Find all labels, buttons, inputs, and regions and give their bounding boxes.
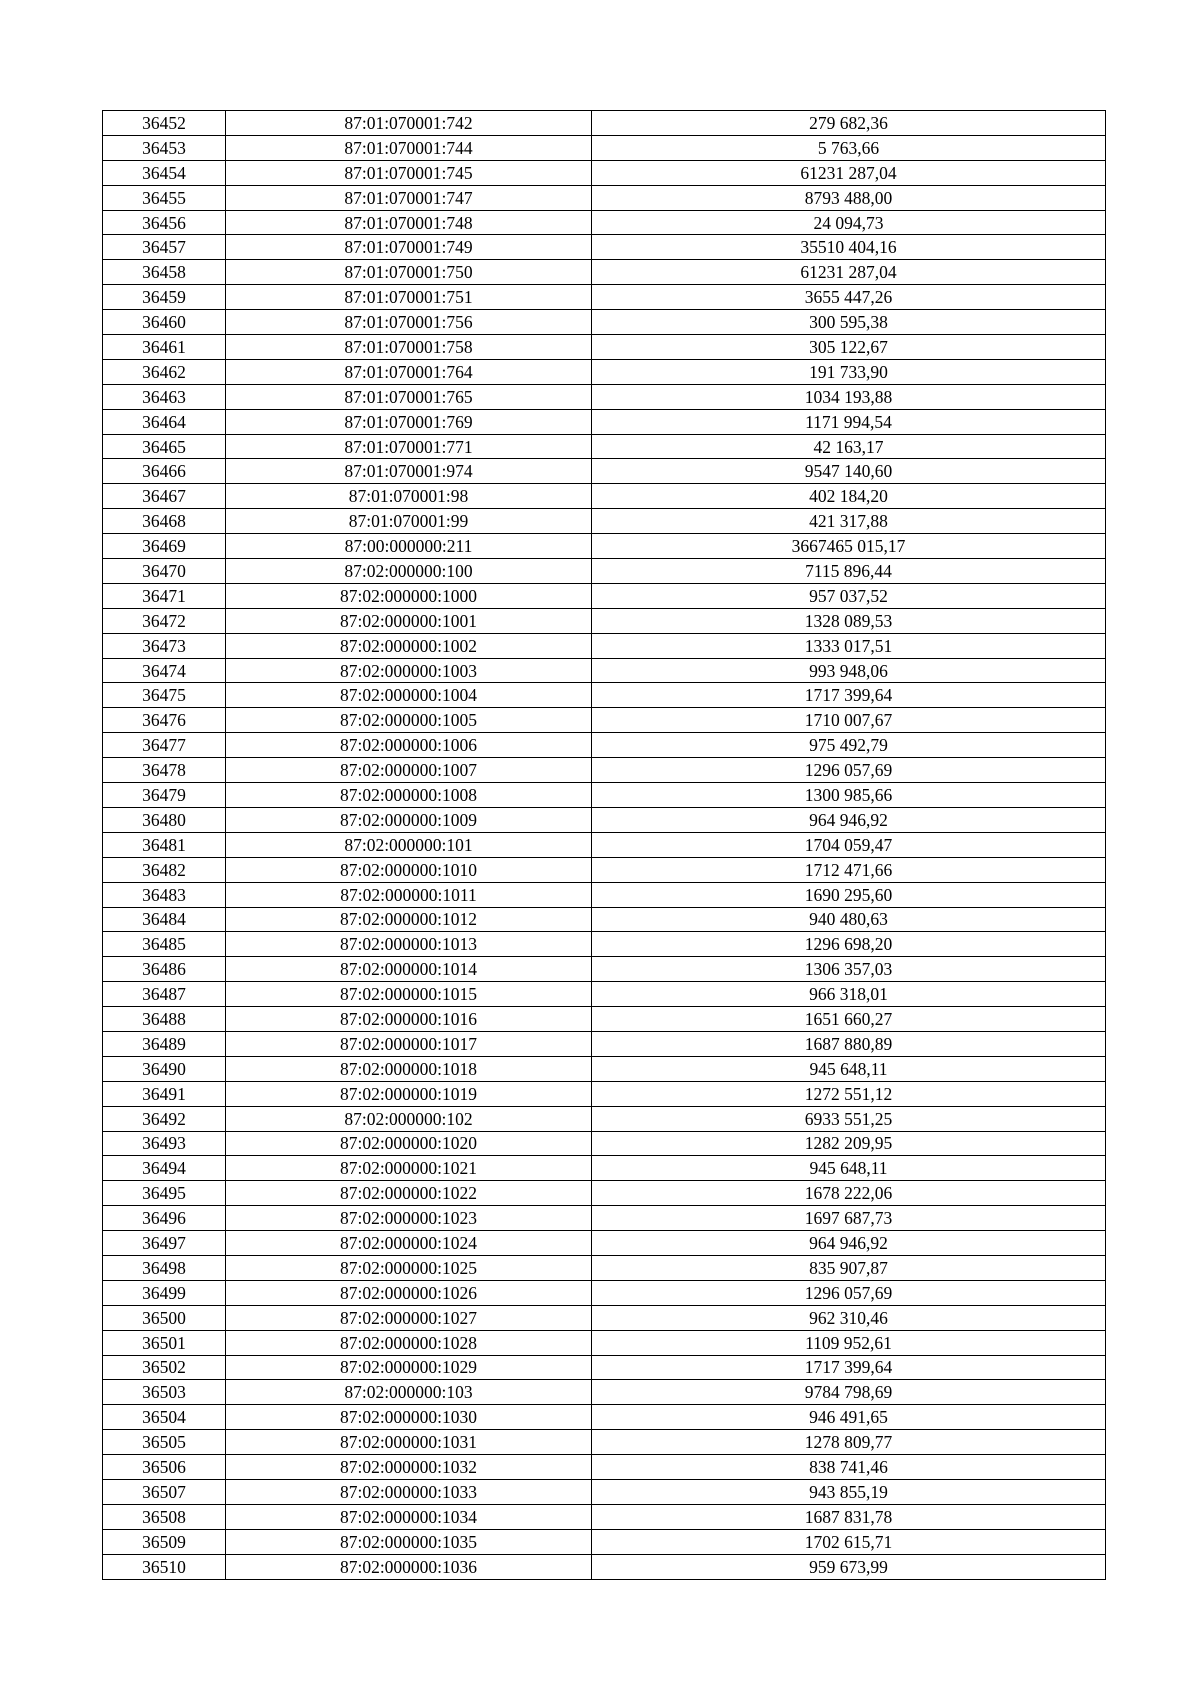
- table-row: [103, 210, 1106, 235]
- row-number-cell: 36459: [103, 285, 226, 310]
- table-row: [103, 185, 1106, 210]
- cadastral-value-cell: 1704 059,47: [592, 832, 1106, 857]
- cadastral-value-cell: 1702 615,71: [592, 1529, 1106, 1554]
- table-row: [103, 310, 1106, 335]
- table-row: [103, 384, 1106, 409]
- row-number-cell: 36463: [103, 384, 226, 409]
- cadastral-number-cell: 87:01:070001:98: [226, 484, 592, 509]
- cadastral-number-cell: 87:02:000000:1010: [226, 857, 592, 882]
- cadastral-value-cell: 957 037,52: [592, 583, 1106, 608]
- cadastral-value-cell: 945 648,11: [592, 1156, 1106, 1181]
- cadastral-value-cell: 1712 471,66: [592, 857, 1106, 882]
- cadastral-number-cell: 87:01:070001:756: [226, 310, 592, 335]
- table-row: [103, 160, 1106, 185]
- table-row: [103, 932, 1106, 957]
- row-number-cell: 36499: [103, 1280, 226, 1305]
- cadastral-value-cell: 1697 687,73: [592, 1206, 1106, 1231]
- row-number-cell: 36479: [103, 783, 226, 808]
- table-row: [103, 1056, 1106, 1081]
- cadastral-number-cell: 87:02:000000:1015: [226, 982, 592, 1007]
- cadastral-value-cell: 8793 488,00: [592, 185, 1106, 210]
- row-number-cell: 36509: [103, 1529, 226, 1554]
- row-number-cell: 36457: [103, 235, 226, 260]
- cadastral-value-cell: 1171 994,54: [592, 409, 1106, 434]
- cadastral-value-cell: 9784 798,69: [592, 1380, 1106, 1405]
- table-row: [103, 1455, 1106, 1480]
- row-number-cell: 36503: [103, 1380, 226, 1405]
- table-row: [103, 807, 1106, 832]
- row-number-cell: 36482: [103, 857, 226, 882]
- cadastral-number-cell: 87:01:070001:99: [226, 509, 592, 534]
- row-number-cell: 36490: [103, 1056, 226, 1081]
- cadastral-value-cell: 940 480,63: [592, 907, 1106, 932]
- cadastral-value-cell: 7115 896,44: [592, 559, 1106, 584]
- cadastral-value-cell: 6933 551,25: [592, 1106, 1106, 1131]
- cadastral-number-cell: 87:01:070001:765: [226, 384, 592, 409]
- row-number-cell: 36475: [103, 683, 226, 708]
- cadastral-value-cell: 300 595,38: [592, 310, 1106, 335]
- cadastral-number-cell: 87:01:070001:758: [226, 335, 592, 360]
- cadastral-number-cell: 87:01:070001:748: [226, 210, 592, 235]
- table-row: [103, 1554, 1106, 1579]
- table-row: [103, 1106, 1106, 1131]
- cadastral-value-table: [102, 110, 1106, 1580]
- cadastral-value-cell: 1300 985,66: [592, 783, 1106, 808]
- cadastral-value-cell: 1282 209,95: [592, 1131, 1106, 1156]
- cadastral-value-cell: 943 855,19: [592, 1479, 1106, 1504]
- cadastral-number-cell: 87:01:070001:749: [226, 235, 592, 260]
- table-row: [103, 1007, 1106, 1032]
- table-row: [103, 907, 1106, 932]
- row-number-cell: 36473: [103, 633, 226, 658]
- row-number-cell: 36506: [103, 1455, 226, 1480]
- row-number-cell: 36505: [103, 1430, 226, 1455]
- table-row: [103, 260, 1106, 285]
- row-number-cell: 36477: [103, 733, 226, 758]
- table-row: [103, 1231, 1106, 1256]
- table-row: [103, 111, 1106, 136]
- cadastral-number-cell: 87:02:000000:1013: [226, 932, 592, 957]
- cadastral-number-cell: 87:01:070001:747: [226, 185, 592, 210]
- cadastral-value-cell: 1687 880,89: [592, 1031, 1106, 1056]
- row-number-cell: 36497: [103, 1231, 226, 1256]
- table-row: [103, 1430, 1106, 1455]
- cadastral-number-cell: 87:02:000000:1006: [226, 733, 592, 758]
- table-row: [103, 509, 1106, 534]
- table-row: [103, 1479, 1106, 1504]
- cadastral-value-cell: 1328 089,53: [592, 608, 1106, 633]
- table-row: [103, 658, 1106, 683]
- row-number-cell: 36492: [103, 1106, 226, 1131]
- cadastral-value-cell: 1296 698,20: [592, 932, 1106, 957]
- cadastral-value-cell: 1678 222,06: [592, 1181, 1106, 1206]
- cadastral-value-cell: 1717 399,64: [592, 683, 1106, 708]
- cadastral-number-cell: 87:02:000000:1025: [226, 1255, 592, 1280]
- row-number-cell: 36456: [103, 210, 226, 235]
- cadastral-number-cell: 87:00:000000:211: [226, 534, 592, 559]
- cadastral-number-cell: 87:02:000000:1018: [226, 1056, 592, 1081]
- table-row: [103, 1181, 1106, 1206]
- table-row: [103, 1255, 1106, 1280]
- cadastral-number-cell: 87:02:000000:102: [226, 1106, 592, 1131]
- cadastral-number-cell: 87:02:000000:1021: [226, 1156, 592, 1181]
- table-row: [103, 1156, 1106, 1181]
- table-row: [103, 982, 1106, 1007]
- cadastral-value-cell: 3667465 015,17: [592, 534, 1106, 559]
- table-row: [103, 484, 1106, 509]
- cadastral-number-cell: 87:02:000000:1005: [226, 708, 592, 733]
- cadastral-number-cell: 87:02:000000:100: [226, 559, 592, 584]
- cadastral-value-cell: 24 094,73: [592, 210, 1106, 235]
- cadastral-number-cell: 87:02:000000:1019: [226, 1081, 592, 1106]
- table-row: [103, 285, 1106, 310]
- table-row: [103, 459, 1106, 484]
- row-number-cell: 36501: [103, 1330, 226, 1355]
- row-number-cell: 36484: [103, 907, 226, 932]
- row-number-cell: 36472: [103, 608, 226, 633]
- row-number-cell: 36468: [103, 509, 226, 534]
- table-row: [103, 1305, 1106, 1330]
- cadastral-value-cell: 962 310,46: [592, 1305, 1106, 1330]
- table-row: [103, 758, 1106, 783]
- table-row: [103, 434, 1106, 459]
- cadastral-value-cell: 1109 952,61: [592, 1330, 1106, 1355]
- cadastral-number-cell: 87:02:000000:103: [226, 1380, 592, 1405]
- cadastral-number-cell: 87:02:000000:1032: [226, 1455, 592, 1480]
- row-number-cell: 36483: [103, 882, 226, 907]
- cadastral-value-cell: 3655 447,26: [592, 285, 1106, 310]
- cadastral-value-cell: 835 907,87: [592, 1255, 1106, 1280]
- cadastral-number-cell: 87:01:070001:764: [226, 359, 592, 384]
- cadastral-number-cell: 87:02:000000:1009: [226, 807, 592, 832]
- cadastral-number-cell: 87:02:000000:1003: [226, 658, 592, 683]
- row-number-cell: 36488: [103, 1007, 226, 1032]
- table-row: [103, 1280, 1106, 1305]
- row-number-cell: 36481: [103, 832, 226, 857]
- cadastral-value-cell: 1710 007,67: [592, 708, 1106, 733]
- table-row: [103, 409, 1106, 434]
- cadastral-value-cell: 838 741,46: [592, 1455, 1106, 1480]
- cadastral-value-cell: 5 763,66: [592, 135, 1106, 160]
- table-row: [103, 534, 1106, 559]
- cadastral-value-cell: 1690 295,60: [592, 882, 1106, 907]
- cadastral-value-cell: 1278 809,77: [592, 1430, 1106, 1455]
- cadastral-value-cell: 421 317,88: [592, 509, 1106, 534]
- table-row: [103, 683, 1106, 708]
- cadastral-number-cell: 87:01:070001:744: [226, 135, 592, 160]
- table-row: [103, 832, 1106, 857]
- table-row: [103, 135, 1106, 160]
- cadastral-value-cell: 1306 357,03: [592, 957, 1106, 982]
- cadastral-number-cell: 87:02:000000:1027: [226, 1305, 592, 1330]
- cadastral-value-cell: 964 946,92: [592, 807, 1106, 832]
- table-row: [103, 708, 1106, 733]
- cadastral-value-cell: 1034 193,88: [592, 384, 1106, 409]
- table-row: [103, 235, 1106, 260]
- row-number-cell: 36486: [103, 957, 226, 982]
- row-number-cell: 36462: [103, 359, 226, 384]
- row-number-cell: 36496: [103, 1206, 226, 1231]
- row-number-cell: 36494: [103, 1156, 226, 1181]
- row-number-cell: 36470: [103, 559, 226, 584]
- cadastral-value-cell: 945 648,11: [592, 1056, 1106, 1081]
- table-row: [103, 1355, 1106, 1380]
- table-row: [103, 559, 1106, 584]
- row-number-cell: 36467: [103, 484, 226, 509]
- cadastral-value-cell: 35510 404,16: [592, 235, 1106, 260]
- row-number-cell: 36507: [103, 1479, 226, 1504]
- table-row: [103, 957, 1106, 982]
- cadastral-value-cell: 975 492,79: [592, 733, 1106, 758]
- cadastral-number-cell: 87:02:000000:1036: [226, 1554, 592, 1579]
- table-row: [103, 583, 1106, 608]
- cadastral-number-cell: 87:02:000000:1028: [226, 1330, 592, 1355]
- cadastral-number-cell: 87:01:070001:974: [226, 459, 592, 484]
- cadastral-number-cell: 87:02:000000:101: [226, 832, 592, 857]
- row-number-cell: 36508: [103, 1504, 226, 1529]
- row-number-cell: 36465: [103, 434, 226, 459]
- cadastral-number-cell: 87:02:000000:1026: [226, 1280, 592, 1305]
- cadastral-value-cell: 305 122,67: [592, 335, 1106, 360]
- cadastral-value-cell: 61231 287,04: [592, 160, 1106, 185]
- row-number-cell: 36504: [103, 1405, 226, 1430]
- table-row: [103, 1206, 1106, 1231]
- cadastral-number-cell: 87:02:000000:1017: [226, 1031, 592, 1056]
- table-row: [103, 633, 1106, 658]
- cadastral-number-cell: 87:02:000000:1002: [226, 633, 592, 658]
- cadastral-number-cell: 87:02:000000:1029: [226, 1355, 592, 1380]
- cadastral-number-cell: 87:02:000000:1004: [226, 683, 592, 708]
- table-body: [103, 111, 1106, 1580]
- cadastral-value-cell: 1651 660,27: [592, 1007, 1106, 1032]
- row-number-cell: 36498: [103, 1255, 226, 1280]
- table-row: [103, 1131, 1106, 1156]
- table-row: [103, 882, 1106, 907]
- table-row: [103, 359, 1106, 384]
- cadastral-number-cell: 87:02:000000:1000: [226, 583, 592, 608]
- cadastral-number-cell: 87:02:000000:1008: [226, 783, 592, 808]
- table-row: [103, 1330, 1106, 1355]
- cadastral-value-cell: 993 948,06: [592, 658, 1106, 683]
- table-row: [103, 608, 1106, 633]
- cadastral-number-cell: 87:02:000000:1011: [226, 882, 592, 907]
- cadastral-number-cell: 87:02:000000:1016: [226, 1007, 592, 1032]
- row-number-cell: 36500: [103, 1305, 226, 1330]
- cadastral-number-cell: 87:01:070001:750: [226, 260, 592, 285]
- cadastral-value-cell: 966 318,01: [592, 982, 1106, 1007]
- row-number-cell: 36461: [103, 335, 226, 360]
- cadastral-number-cell: 87:02:000000:1030: [226, 1405, 592, 1430]
- cadastral-value-cell: 1296 057,69: [592, 758, 1106, 783]
- table-row: [103, 1405, 1106, 1430]
- cadastral-number-cell: 87:02:000000:1024: [226, 1231, 592, 1256]
- cadastral-value-cell: 1333 017,51: [592, 633, 1106, 658]
- cadastral-value-cell: 9547 140,60: [592, 459, 1106, 484]
- row-number-cell: 36493: [103, 1131, 226, 1156]
- cadastral-number-cell: 87:02:000000:1033: [226, 1479, 592, 1504]
- table-row: [103, 733, 1106, 758]
- cadastral-number-cell: 87:02:000000:1022: [226, 1181, 592, 1206]
- cadastral-number-cell: 87:02:000000:1012: [226, 907, 592, 932]
- table-row: [103, 1031, 1106, 1056]
- table-row: [103, 335, 1106, 360]
- cadastral-number-cell: 87:02:000000:1001: [226, 608, 592, 633]
- cadastral-number-cell: 87:01:070001:771: [226, 434, 592, 459]
- row-number-cell: 36453: [103, 135, 226, 160]
- cadastral-value-cell: 1687 831,78: [592, 1504, 1106, 1529]
- table-row: [103, 1081, 1106, 1106]
- row-number-cell: 36495: [103, 1181, 226, 1206]
- row-number-cell: 36487: [103, 982, 226, 1007]
- cadastral-number-cell: 87:02:000000:1007: [226, 758, 592, 783]
- cadastral-number-cell: 87:01:070001:769: [226, 409, 592, 434]
- cadastral-number-cell: 87:02:000000:1020: [226, 1131, 592, 1156]
- cadastral-number-cell: 87:01:070001:751: [226, 285, 592, 310]
- table-row: [103, 1380, 1106, 1405]
- row-number-cell: 36510: [103, 1554, 226, 1579]
- row-number-cell: 36480: [103, 807, 226, 832]
- cadastral-value-cell: 946 491,65: [592, 1405, 1106, 1430]
- row-number-cell: 36485: [103, 932, 226, 957]
- cadastral-value-cell: 1717 399,64: [592, 1355, 1106, 1380]
- cadastral-number-cell: 87:02:000000:1031: [226, 1430, 592, 1455]
- row-number-cell: 36502: [103, 1355, 226, 1380]
- cadastral-number-cell: 87:02:000000:1034: [226, 1504, 592, 1529]
- row-number-cell: 36491: [103, 1081, 226, 1106]
- cadastral-value-cell: 61231 287,04: [592, 260, 1106, 285]
- row-number-cell: 36454: [103, 160, 226, 185]
- row-number-cell: 36474: [103, 658, 226, 683]
- cadastral-value-cell: 279 682,36: [592, 111, 1106, 136]
- cadastral-number-cell: 87:02:000000:1035: [226, 1529, 592, 1554]
- cadastral-value-cell: 191 733,90: [592, 359, 1106, 384]
- row-number-cell: 36464: [103, 409, 226, 434]
- row-number-cell: 36458: [103, 260, 226, 285]
- cadastral-number-cell: 87:01:070001:745: [226, 160, 592, 185]
- cadastral-value-cell: 402 184,20: [592, 484, 1106, 509]
- row-number-cell: 36466: [103, 459, 226, 484]
- row-number-cell: 36471: [103, 583, 226, 608]
- row-number-cell: 36460: [103, 310, 226, 335]
- row-number-cell: 36489: [103, 1031, 226, 1056]
- cadastral-number-cell: 87:02:000000:1023: [226, 1206, 592, 1231]
- cadastral-value-cell: 964 946,92: [592, 1231, 1106, 1256]
- cadastral-value-cell: 1272 551,12: [592, 1081, 1106, 1106]
- table-row: [103, 1529, 1106, 1554]
- cadastral-value-cell: 959 673,99: [592, 1554, 1106, 1579]
- table-row: [103, 1504, 1106, 1529]
- row-number-cell: 36476: [103, 708, 226, 733]
- row-number-cell: 36469: [103, 534, 226, 559]
- table-row: [103, 857, 1106, 882]
- cadastral-value-cell: 42 163,17: [592, 434, 1106, 459]
- row-number-cell: 36455: [103, 185, 226, 210]
- cadastral-number-cell: 87:01:070001:742: [226, 111, 592, 136]
- cadastral-value-cell: 1296 057,69: [592, 1280, 1106, 1305]
- row-number-cell: 36452: [103, 111, 226, 136]
- table-row: [103, 783, 1106, 808]
- cadastral-number-cell: 87:02:000000:1014: [226, 957, 592, 982]
- row-number-cell: 36478: [103, 758, 226, 783]
